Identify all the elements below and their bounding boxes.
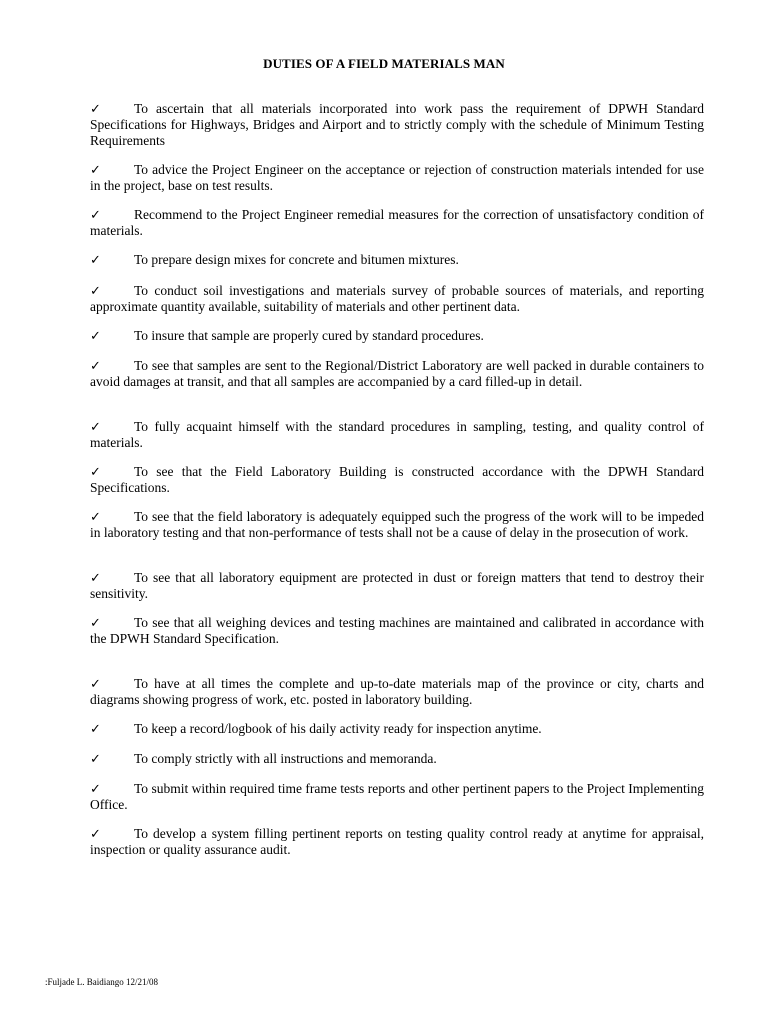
duty-item bbox=[90, 826, 704, 858]
duty-item bbox=[90, 207, 704, 239]
checkmark-icon: ✓ bbox=[90, 571, 101, 586]
checkmark-icon: ✓ bbox=[90, 782, 101, 797]
duty-item bbox=[90, 252, 704, 268]
duty-text: To advice the Project Engineer on the acceptance or rejection of construction materials intended for use in the project, base on test results. bbox=[90, 162, 704, 194]
duty-item bbox=[90, 358, 704, 390]
document-title: DUTIES OF A FIELD MATERIALS MAN bbox=[263, 56, 505, 71]
duty-item bbox=[90, 721, 704, 737]
checkmark-icon: ✓ bbox=[90, 163, 101, 178]
checkmark-icon: ✓ bbox=[90, 827, 101, 842]
duty-item bbox=[90, 283, 704, 315]
duty-text: To conduct soil investigations and materials survey of probable sources of materials, and reporting approximate quantity available, suitability of materials and other pertinent data. bbox=[90, 283, 704, 315]
duty-text: To see that all laboratory equipment are protected in dust or foreign matters that tend to destroy their sensitivity. bbox=[90, 570, 704, 602]
checkmark-icon: ✓ bbox=[90, 465, 101, 480]
duty-item bbox=[90, 509, 704, 541]
duty-text: To keep a record/logbook of his daily activity ready for inspection anytime. bbox=[134, 721, 542, 736]
duty-item bbox=[90, 464, 704, 496]
checkmark-icon: ✓ bbox=[90, 208, 101, 223]
duty-text: To see that all weighing devices and testing machines are maintained and calibrated in accordance with the DPWH Standard Specification. bbox=[90, 615, 704, 647]
duty-text: To develop a system filling pertinent reports on testing quality control ready at anytime for appraisal, inspection or quality assurance audit. bbox=[90, 826, 704, 858]
duty-item bbox=[90, 615, 704, 647]
duty-text: To fully acquaint himself with the standard procedures in sampling, testing, and quality control of materials. bbox=[90, 419, 704, 451]
duty-item bbox=[90, 751, 704, 767]
checkmark-icon: ✓ bbox=[90, 420, 101, 435]
checkmark-icon: ✓ bbox=[90, 102, 101, 117]
duty-text: To ascertain that all materials incorporated into work pass the requirement of DPWH Standard Specifications for Highways, Bridges and Airport and to strictly comply with the schedule of Minimum Testing Requirements bbox=[90, 101, 704, 148]
duty-item bbox=[90, 162, 704, 194]
duty-text: To see that the Field Laboratory Building is constructed accordance with the DPWH Standard Specifications. bbox=[90, 464, 704, 496]
duty-text: To see that samples are sent to the Regional/District Laboratory are well packed in durable containers to avoid damages at transit, and that all samples are accompanied by a card filled-up in detail. bbox=[90, 358, 704, 390]
checkmark-icon: ✓ bbox=[90, 359, 101, 374]
checkmark-icon: ✓ bbox=[90, 752, 101, 767]
duty-item bbox=[90, 328, 704, 344]
duty-text: To have at all times the complete and up-to-date materials map of the province or city, charts and diagrams showing progress of work, etc. posted in laboratory building. bbox=[90, 676, 704, 708]
checkmark-icon: ✓ bbox=[90, 329, 101, 344]
checkmark-icon: ✓ bbox=[90, 616, 101, 631]
duty-text: To insure that sample are properly cured by standard procedures. bbox=[134, 328, 484, 343]
duty-text: To submit within required time frame tests reports and other pertinent papers to the Project Implementing Office. bbox=[90, 781, 704, 813]
author-date-footer: :Fuljade L. Baidiango 12/21/08 bbox=[45, 977, 158, 987]
checkmark-icon: ✓ bbox=[90, 510, 101, 525]
duty-item bbox=[90, 419, 704, 451]
duty-item bbox=[90, 676, 704, 708]
duty-item bbox=[90, 101, 704, 148]
duty-item bbox=[90, 570, 704, 602]
duty-text: To comply strictly with all instructions and memoranda. bbox=[134, 751, 437, 766]
checkmark-icon: ✓ bbox=[90, 722, 101, 737]
checkmark-icon: ✓ bbox=[90, 284, 101, 299]
duty-text: To see that the field laboratory is adequately equipped such the progress of the work will to be impeded in laboratory testing and that non-performance of tests shall not be a cause of delay in the prosecution of work. bbox=[90, 509, 704, 541]
duty-text: Recommend to the Project Engineer remedial measures for the correction of unsatisfactory condition of materials. bbox=[90, 207, 704, 239]
checkmark-icon: ✓ bbox=[90, 253, 101, 268]
checkmark-icon: ✓ bbox=[90, 677, 101, 692]
duty-item bbox=[90, 781, 704, 813]
duty-text: To prepare design mixes for concrete and bitumen mixtures. bbox=[134, 252, 459, 267]
